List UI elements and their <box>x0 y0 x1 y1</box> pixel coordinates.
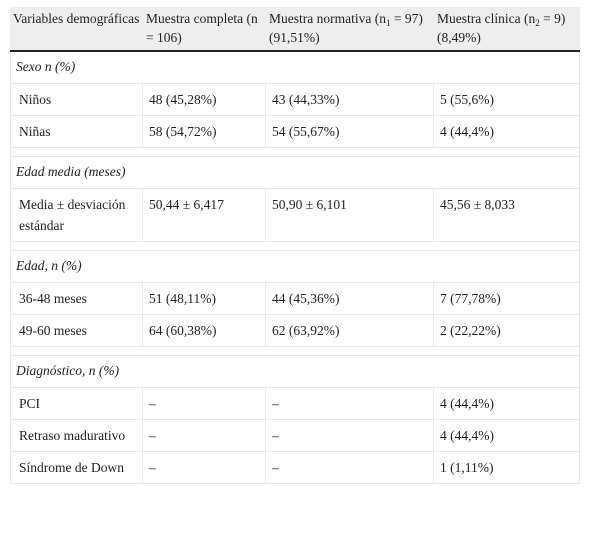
table-container <box>10 7 580 484</box>
section-title-mean-age: Edad media (meses) <box>10 157 580 189</box>
cell-normative: – <box>266 388 434 420</box>
header-full-sample: Muestra completa (n = 106) <box>143 7 266 52</box>
row-label: 49-60 meses <box>10 315 143 347</box>
section-row <box>10 356 580 388</box>
cell-clinical: 1 (1,11%) <box>434 452 580 484</box>
cell-normative: 62 (63,92%) <box>266 315 434 347</box>
row-label: 36-48 meses <box>10 283 143 315</box>
cell-clinical: 45,56 ± 8,033 <box>434 189 580 242</box>
table-row <box>10 116 580 148</box>
header-normative-sub: 1 <box>385 18 391 28</box>
table-row <box>10 388 580 420</box>
row-label: Media ± desviación estándar <box>10 189 143 242</box>
spacer-row <box>10 148 580 157</box>
demographics-table <box>10 7 580 484</box>
cell-full: 51 (48,11%) <box>143 283 266 315</box>
row-label: Retraso madurativo <box>10 420 143 452</box>
cell-clinical: 5 (55,6%) <box>434 84 580 116</box>
cell-normative: – <box>266 420 434 452</box>
row-label: Síndrome de Down <box>10 452 143 484</box>
cell-clinical: 4 (44,4%) <box>434 116 580 148</box>
spacer-row <box>10 347 580 356</box>
table-row <box>10 420 580 452</box>
header-normative-pre: Muestra normativa (n <box>269 11 386 26</box>
cell-normative: – <box>266 452 434 484</box>
row-label: Niños <box>10 84 143 116</box>
spacer-cell <box>10 242 580 251</box>
spacer-cell <box>10 347 580 356</box>
table-row <box>10 189 580 242</box>
cell-normative: 50,90 ± 6,101 <box>266 189 434 242</box>
cell-full: 50,44 ± 6,417 <box>143 189 266 242</box>
section-row <box>10 157 580 189</box>
cell-clinical: 4 (44,4%) <box>434 420 580 452</box>
cell-full: 64 (60,38%) <box>143 315 266 347</box>
cell-full: – <box>143 420 266 452</box>
spacer-row <box>10 242 580 251</box>
cell-clinical: 7 (77,78%) <box>434 283 580 315</box>
cell-normative: 54 (55,67%) <box>266 116 434 148</box>
header-row <box>10 7 580 52</box>
cell-clinical: 2 (22,22%) <box>434 315 580 347</box>
section-row <box>10 52 580 84</box>
header-clinical-post: = 9) (8,49%) <box>437 11 566 45</box>
header-clinical-sample <box>434 7 580 52</box>
cell-full: 48 (45,28%) <box>143 84 266 116</box>
header-normative-post: = 97) (91,51%) <box>269 11 423 45</box>
cell-full: – <box>143 452 266 484</box>
cell-normative: 43 (44,33%) <box>266 84 434 116</box>
header-clinical-sub: 2 <box>535 18 540 28</box>
table-row <box>10 315 580 347</box>
cell-full: – <box>143 388 266 420</box>
cell-full: 58 (54,72%) <box>143 116 266 148</box>
section-title-age: Edad, n (%) <box>10 251 580 283</box>
table-row <box>10 452 580 484</box>
section-title-sex: Sexo n (%) <box>10 52 580 84</box>
section-title-diagnosis: Diagnóstico, n (%) <box>10 356 580 388</box>
cell-normative: 44 (45,36%) <box>266 283 434 315</box>
table-row <box>10 84 580 116</box>
header-variables: Variables demográficas <box>10 7 143 52</box>
row-label: PCI <box>10 388 143 420</box>
header-normative-sample <box>266 7 434 52</box>
row-label: Niñas <box>10 116 143 148</box>
header-clinical-pre: Muestra clínica (n <box>437 11 536 26</box>
spacer-cell <box>10 148 580 157</box>
table-row <box>10 283 580 315</box>
cell-clinical: 4 (44,4%) <box>434 388 580 420</box>
section-row <box>10 251 580 283</box>
